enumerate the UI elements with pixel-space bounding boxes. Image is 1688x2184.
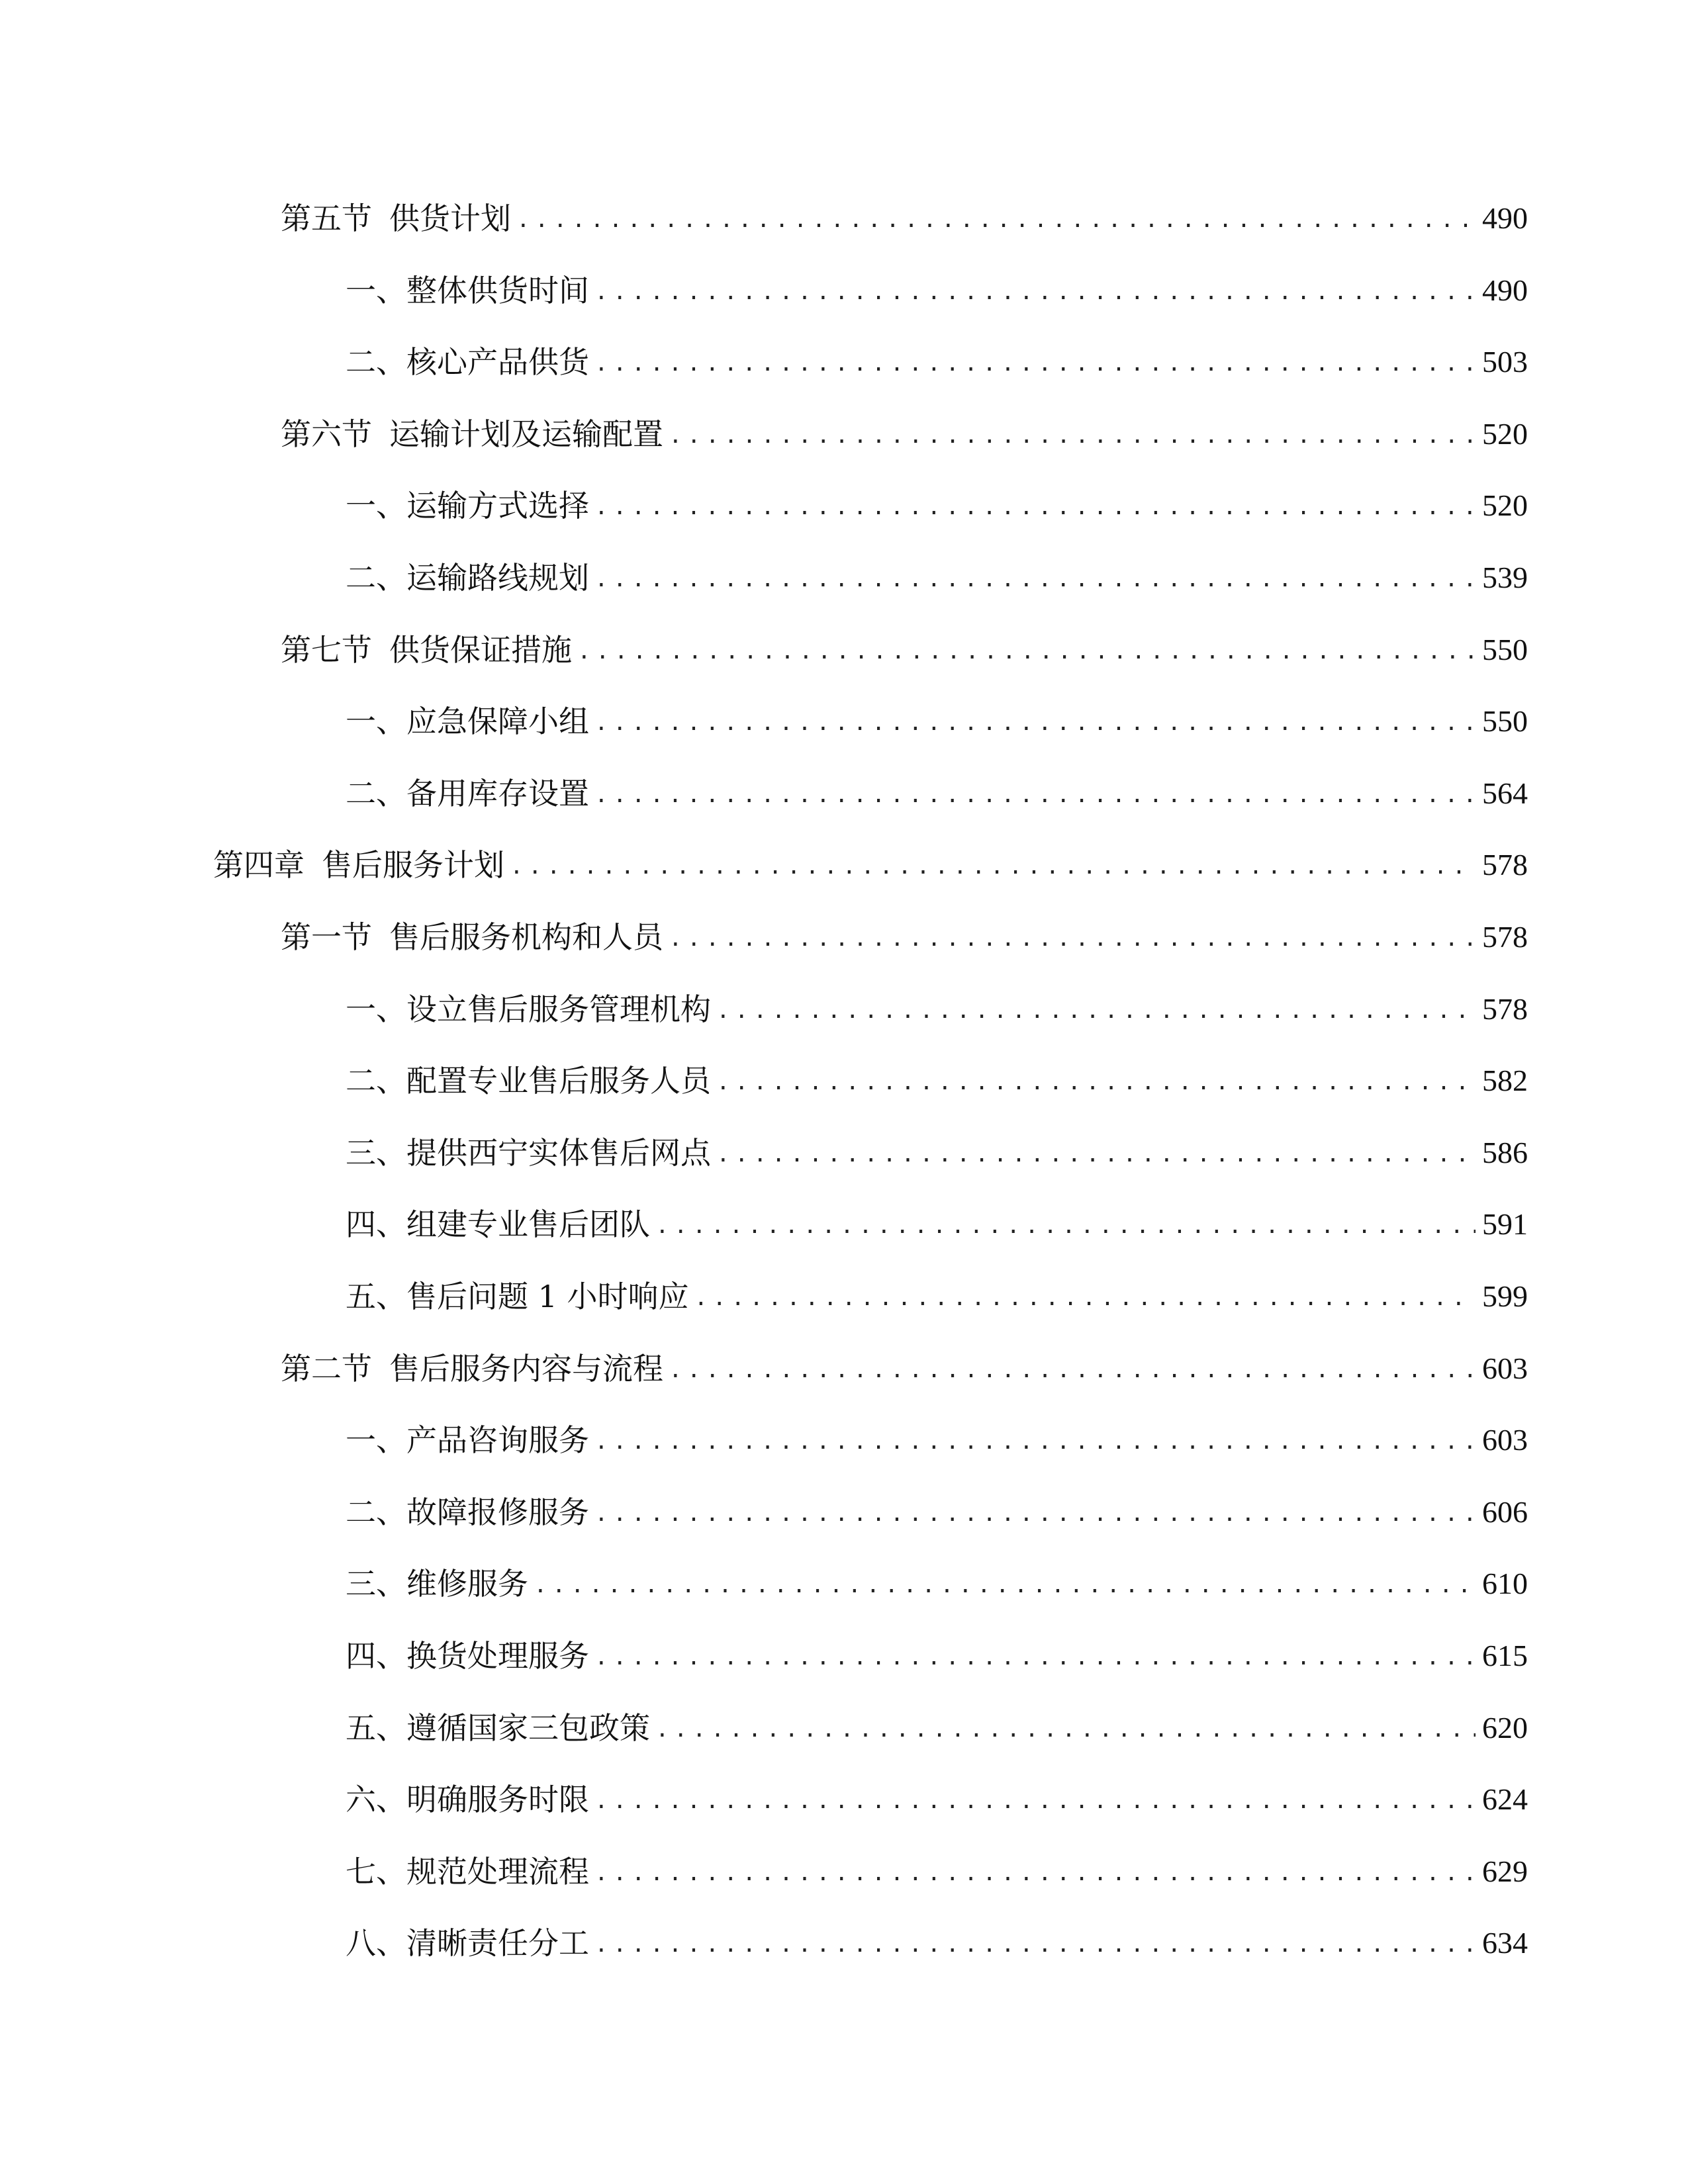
toc-entry-item[interactable] xyxy=(346,264,1528,317)
toc-dot-leader xyxy=(512,839,1476,891)
toc-dot-leader xyxy=(519,192,1476,245)
toc-dot-leader xyxy=(658,1198,1476,1251)
toc-page-number: 615 xyxy=(1482,1639,1528,1672)
toc-page-number: 599 xyxy=(1482,1279,1528,1313)
toc-entry-number: 第四章 xyxy=(213,847,305,884)
toc-entry-item[interactable] xyxy=(346,983,1528,1036)
toc-dot-leader xyxy=(597,336,1476,388)
toc-entry-title: 应急保障小组 xyxy=(406,704,589,740)
toc-entry-number: 五、 xyxy=(346,1279,406,1314)
toc-entry-item[interactable] xyxy=(346,1126,1528,1179)
toc-entry-title: 设立售后服务管理机构 xyxy=(406,991,711,1027)
toc-entry-title: 明确服务时限 xyxy=(406,1782,589,1818)
toc-entry-number: 第五节 xyxy=(281,201,372,236)
toc-entry-title: 售后服务内容与流程 xyxy=(389,1350,663,1387)
toc-page-number: 610 xyxy=(1482,1567,1528,1601)
toc-entry-title: 组建专业售后团队 xyxy=(406,1206,650,1243)
toc-dot-leader xyxy=(658,1702,1476,1754)
toc-dot-leader xyxy=(597,767,1476,820)
toc-page-number: 586 xyxy=(1482,1135,1528,1169)
toc-entry-number: 八、 xyxy=(346,1925,406,1962)
toc-entry-number: 一、 xyxy=(346,704,406,740)
toc-dot-leader xyxy=(671,408,1476,461)
toc-entry-item[interactable] xyxy=(346,1414,1528,1467)
toc-entry-title: 整体供货时间 xyxy=(406,272,589,308)
toc-entry-title: 运输路线规划 xyxy=(406,560,589,596)
toc-entry-number: 一、 xyxy=(346,272,406,308)
toc-page-number: 520 xyxy=(1482,488,1528,523)
toc-entry-title: 核心产品供货 xyxy=(406,344,589,381)
toc-entry-section[interactable] xyxy=(281,408,1528,461)
toc-entry-chapter[interactable] xyxy=(213,839,1528,891)
toc-entry-title: 遵循国家三包政策 xyxy=(406,1709,650,1746)
toc-entry-item[interactable] xyxy=(346,1702,1528,1754)
toc-entry-title: 运输方式选择 xyxy=(406,488,589,524)
toc-entry-title: 维修服务 xyxy=(406,1566,528,1602)
toc-page-number: 550 xyxy=(1482,704,1528,739)
toc-dot-leader xyxy=(719,1054,1476,1107)
toc-page-number: 520 xyxy=(1482,416,1528,451)
toc-dot-leader xyxy=(536,1557,1476,1610)
toc-entry-title: 售后服务计划 xyxy=(322,847,504,884)
toc-dot-leader xyxy=(597,551,1476,604)
toc-entry-title: 故障报修服务 xyxy=(406,1494,589,1530)
toc-page-number: 578 xyxy=(1482,848,1528,882)
toc-page-number: 603 xyxy=(1482,1351,1528,1385)
toc-dot-leader xyxy=(719,983,1476,1036)
toc-entry-title: 售后服务机构和人员 xyxy=(389,919,663,955)
toc-entry-title: 供货保证措施 xyxy=(389,631,572,668)
toc-entry-title: 产品咨询服务 xyxy=(406,1422,589,1459)
toc-entry-title: 清晰责任分工 xyxy=(406,1925,589,1962)
toc-entry-number: 第六节 xyxy=(281,416,372,452)
toc-entry-item[interactable] xyxy=(346,1557,1528,1610)
toc-dot-leader xyxy=(671,911,1476,964)
toc-page-number: 582 xyxy=(1482,1064,1528,1098)
toc-entry-number: 二、 xyxy=(346,775,406,811)
toc-page-number: 490 xyxy=(1482,201,1528,235)
toc-dot-leader xyxy=(597,1414,1476,1467)
toc-entry-item[interactable] xyxy=(346,551,1528,604)
toc-page-number: 624 xyxy=(1482,1782,1528,1817)
toc-entry-item[interactable] xyxy=(346,1054,1528,1107)
toc-dot-leader xyxy=(597,1845,1476,1898)
toc-entry-number: 第一节 xyxy=(281,919,372,955)
toc-page-number: 578 xyxy=(1482,920,1528,954)
toc-entry-item[interactable] xyxy=(346,695,1528,748)
toc-entry-title: 备用库存设置 xyxy=(406,775,589,811)
toc-dot-leader xyxy=(597,264,1476,317)
toc-entry-number: 二、 xyxy=(346,1494,406,1530)
toc-page-number: 550 xyxy=(1482,632,1528,666)
toc-dot-leader xyxy=(719,1126,1476,1179)
toc-entry-title: 售后问题 1 小时响应 xyxy=(406,1279,689,1314)
toc-entry-section[interactable] xyxy=(281,1342,1528,1395)
toc-entry-number: 四、 xyxy=(346,1206,406,1243)
toc-entry-item[interactable] xyxy=(346,1845,1528,1898)
toc-page-number: 503 xyxy=(1482,345,1528,379)
toc-dot-leader xyxy=(580,623,1476,676)
toc-dot-leader xyxy=(597,1486,1476,1539)
toc-page-number: 606 xyxy=(1482,1494,1528,1529)
toc-dot-leader xyxy=(597,695,1476,748)
toc-entry-item[interactable] xyxy=(346,1629,1528,1682)
toc-page-number: 564 xyxy=(1482,776,1528,810)
toc-page-number: 578 xyxy=(1482,991,1528,1026)
toc-entry-section[interactable] xyxy=(281,192,1528,245)
toc-entry-item[interactable] xyxy=(346,767,1528,820)
toc-dot-leader xyxy=(671,1342,1476,1395)
toc-dot-leader xyxy=(597,1917,1476,1970)
toc-entry-number: 六、 xyxy=(346,1782,406,1818)
toc-dot-leader xyxy=(597,479,1476,532)
toc-page-number: 629 xyxy=(1482,1854,1528,1888)
toc-entry-item[interactable] xyxy=(346,1773,1528,1826)
toc-dot-leader xyxy=(597,1773,1476,1826)
toc-page-number: 620 xyxy=(1482,1710,1528,1745)
toc-entry-title: 换货处理服务 xyxy=(406,1638,589,1674)
toc-entry-number: 五、 xyxy=(346,1709,406,1746)
toc-entry-number: 一、 xyxy=(346,991,406,1027)
toc-entry-number: 二、 xyxy=(346,344,406,381)
toc-entry-title: 运输计划及运输配置 xyxy=(389,416,663,452)
toc-entry-title: 规范处理流程 xyxy=(406,1853,589,1889)
toc-entry-number: 三、 xyxy=(346,1566,406,1602)
toc-entry-title: 提供西宁实体售后网点 xyxy=(406,1134,711,1171)
toc-dot-leader xyxy=(697,1270,1476,1323)
toc-page-number: 539 xyxy=(1482,561,1528,594)
toc-dot-leader xyxy=(597,1629,1476,1682)
toc-entry-item[interactable] xyxy=(346,479,1528,532)
toc-entry-title: 配置专业售后服务人员 xyxy=(406,1063,711,1099)
toc-entry-section[interactable] xyxy=(281,911,1528,964)
toc-page-number: 591 xyxy=(1482,1207,1528,1242)
toc-entry-item[interactable] xyxy=(346,1917,1528,1970)
toc-entry-section[interactable] xyxy=(281,623,1528,676)
toc-entry-item[interactable] xyxy=(346,336,1528,388)
toc-entry-number: 二、 xyxy=(346,1063,406,1099)
toc-entry-title: 供货计划 xyxy=(389,201,511,236)
toc-entry-number: 四、 xyxy=(346,1638,406,1674)
toc-entry-item[interactable] xyxy=(346,1270,1528,1323)
toc-entry-item[interactable] xyxy=(346,1486,1528,1539)
toc-entry-number: 第七节 xyxy=(281,631,372,668)
toc-entry-number: 一、 xyxy=(346,488,406,524)
toc-entry-item[interactable] xyxy=(346,1198,1528,1251)
toc-page-number: 603 xyxy=(1482,1423,1528,1457)
toc-entry-number: 二、 xyxy=(346,560,406,596)
toc-page-number: 490 xyxy=(1482,273,1528,307)
toc-entry-number: 一、 xyxy=(346,1422,406,1459)
toc-entry-number: 三、 xyxy=(346,1134,406,1171)
toc-entry-number: 第二节 xyxy=(281,1350,372,1387)
toc-page-number: 634 xyxy=(1482,1926,1528,1960)
toc-entry-number: 七、 xyxy=(346,1853,406,1889)
